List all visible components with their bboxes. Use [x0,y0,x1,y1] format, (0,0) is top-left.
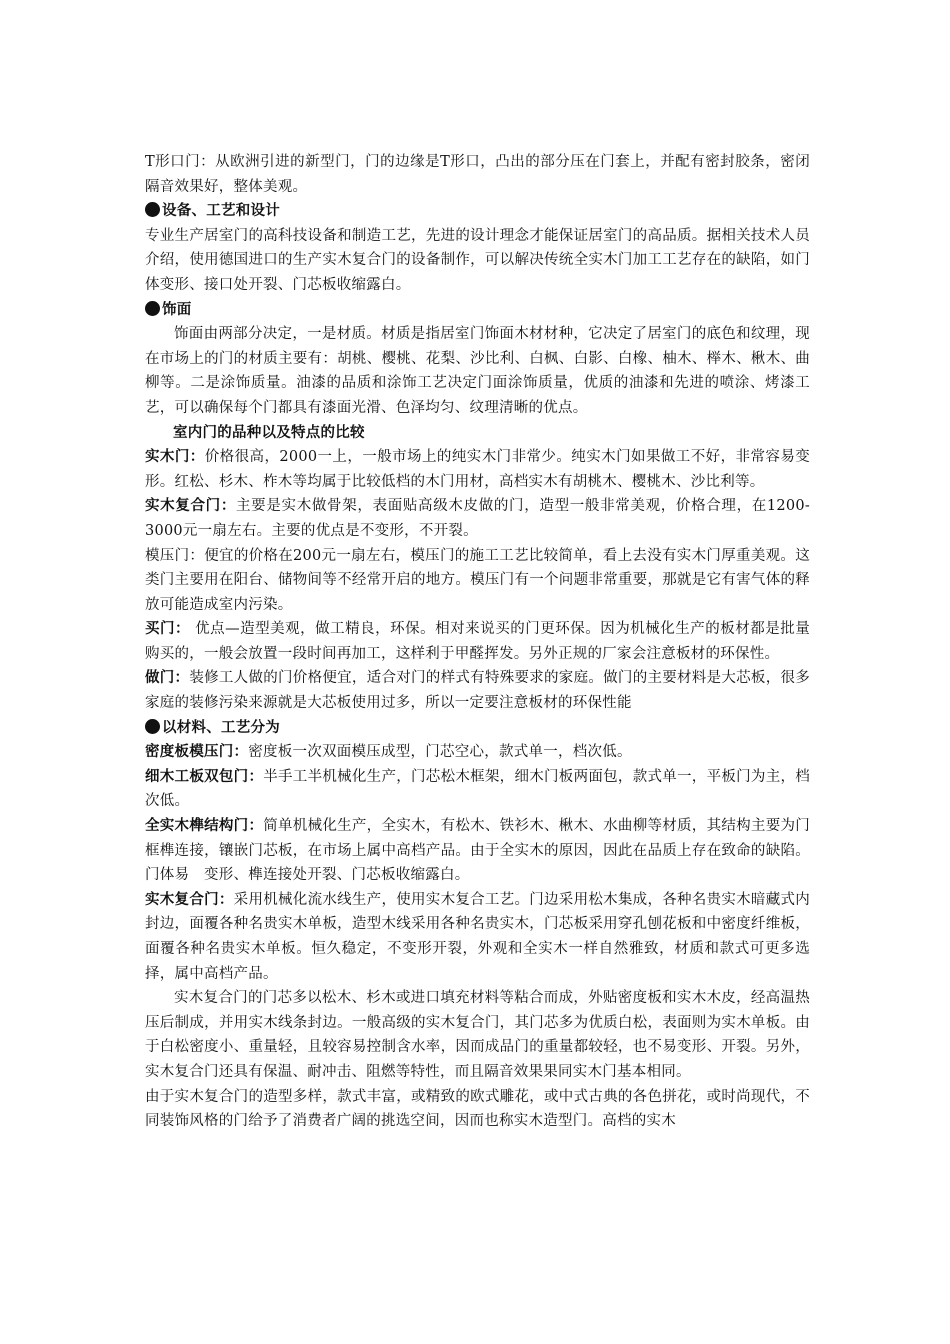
section-heading-equipment: 设备、工艺和设计 [145,199,810,224]
section-heading-finish: 饰面 [145,298,810,323]
mdf-door-paragraph: 密度板模压门：密度板一次双面模压成型，门芯空心，款式单一，档次低。 [145,744,632,761]
style-paragraph: 由于实木复合门的造型多样，款式丰富，或精致的欧式雕花，或中式古典的各色拼花，或时尚现代，不同装饰风格的门给予了消费者广阔的挑选空间，因而也称实木造型门。高档的实木 [145,1088,810,1130]
equipment-paragraph: 专业生产居室门的高科技设备和制造工艺，先进的设计理念才能保证居室门的高品质。据相关技术人员介绍，使用德国进口的生产实木复合门的设备制作，可以解决传统全实木门加工工艺存在的缺陷，如门体变形、接口处开裂、门芯板收缩露白。 [145,227,810,293]
bullet-icon [145,301,160,316]
composite-door-detail-paragraph: 实木复合门：采用机械化流水线生产，使用实木复合工艺。门边采用松木集成，各种名贵实木暗藏式内封边，面覆各种名贵实木单板，造型木线采用各种名贵实木，门芯板采用穿孔刨花板和中密度纤维板，面覆各种名贵实木单板。恒久稳定，不变形开裂，外观和全实木一样自然雅致，材质和款式可更多选择，属中高档产品。 [145,891,810,982]
term-label: 全实木榫结构门： [145,818,264,835]
bullet-icon [145,719,160,734]
buy-door-paragraph: 买门： 优点—造型美观，做工精良，环保。相对来说买的门更环保。因为机械化生产的板材都是批量购买的，一般会放置一段时间再加工，这样利于甲醛挥发。另外正规的厂家会注意板材的环保性。 [145,621,811,662]
make-door-paragraph: 做门：装修工人做的门价格便宜，适合对门的样式有特殊要求的家庭。做门的主要材料是大芯板，很多家庭的装修污染来源就是大芯板使用过多，所以一定要注意板材的环保性能 [145,670,811,712]
term-label: 细木工板双包门： [145,768,264,785]
bullet-icon [145,202,160,217]
mortise-door-paragraph: 全实木榫结构门：简单机械化生产，全实木，有松木、铁衫木、楸木、水曲柳等材质，其结构主要为门框榫连接，镶嵌门芯板，在市场上属中高档产品。由于全实木的原因，因此在品质上存在致命的缺陷。门体易 变形、榫连接处开裂、门芯板收缩露白。 [145,818,811,884]
composite-door-paragraph: 实木复合门：主要是实木做骨架，表面贴高级木皮做的门，造型一般非常美观，价格合理，在1200-3000元一扇左右。主要的优点是不变形，不开裂。 [145,498,810,539]
comparison-subtitle: 室内门的品种以及特点的比较 [173,424,365,441]
finish-paragraph: 饰面由两部分决定，一是材质。材质是指居室门饰面木材材种，它决定了居室门的底色和纹理，现在市场上的门的材质主要有：胡桃、樱桃、花梨、沙比利、白枫、白影、白橡、柚木、榉木、楸木、曲柳等。二是涂饰质量。油漆的品质和涂饰工艺决定门面涂饰质量，优质的油漆和先进的喷涂、烤漆工艺，可以确保每个门都具有漆面光滑、色泽均匀、纹理清晰的优点。 [145,326,810,416]
molded-door-paragraph: 模压门：便宜的价格在200元一扇左右，模压门的施工工艺比较简单，看上去没有实木门厚重美观。这类门主要用在阳台、储物间等不经常开启的地方。模压门有一个问题非常重要，那就是它有害气体的释放可能造成室内污染。 [145,547,810,613]
document-body [145,150,810,1134]
term-label: 买门： [145,621,191,638]
section-heading-material: 以材料、工艺分为 [145,716,810,741]
term-label: 实木门： [145,449,205,466]
fine-board-door-paragraph: 细木工板双包门：半手工半机械化生产，门芯松木框架，细木门板两面包，款式单一，平板门为主，档次低。 [145,768,811,810]
core-paragraph: 实木复合门的门芯多以松木、杉木或进口填充材料等粘合而成，外贴密度板和实木木皮，经高温热压后制成，并用实木线条封边。一般高级的实木复合门，其门芯多为优质白松，表面则为实木单板。由于白松密度小、重量轻，且较容易控制含水率，因而成品门的重量都较轻，也不易变形、开裂。另外，实木复合门还具有保温、耐冲击、阻燃等特性，而且隔音效果果同实木门基本相同。 [145,990,810,1080]
term-label: 实木复合门： [145,498,237,515]
solid-door-paragraph: 实木门：价格很高，2000一上，一般市场上的纯实木门非常少。纯实木门如果做工不好，非常容易变形。红松、杉木、柞木等均属于比较低档的木门用材，高档实木有胡桃木、樱桃木、沙比利等。 [145,449,811,490]
t-door-paragraph: T形口门：从欧洲引进的新型门，门的边缘是T形口，凸出的部分压在门套上，并配有密封胶条，密闭隔音效果好，整体美观。 [145,154,810,195]
term-label: 密度板模压门： [145,744,249,761]
term-label: 实木复合门： [145,891,234,908]
term-label: 做门： [145,670,190,687]
